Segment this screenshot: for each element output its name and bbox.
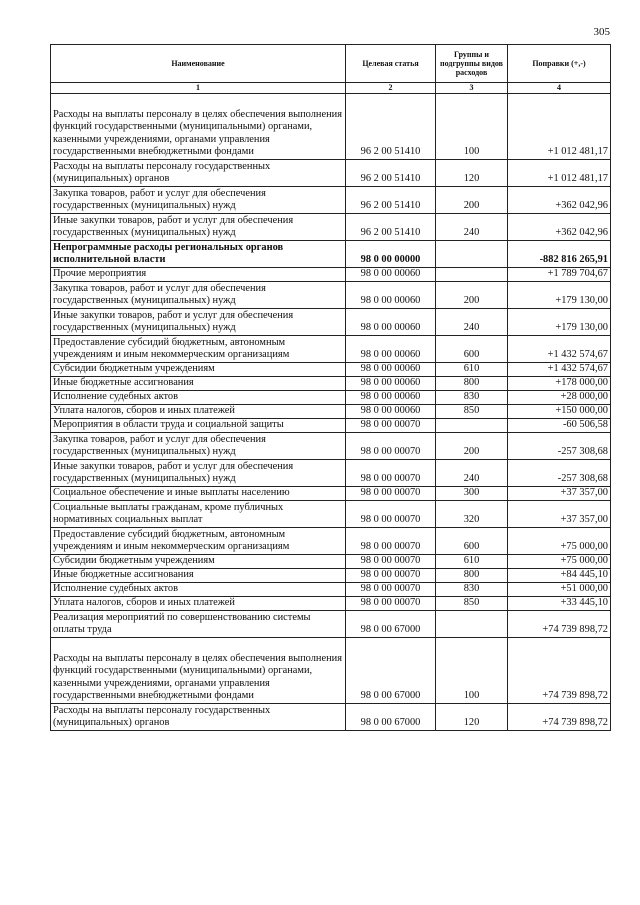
row-expense-group: 120 <box>436 704 508 731</box>
table-row <box>51 501 611 528</box>
row-target-article: 98 0 00 00070 <box>346 501 436 528</box>
table-row <box>51 309 611 336</box>
row-amendment: +74 739 898,72 <box>508 638 611 704</box>
row-amendment: +74 739 898,72 <box>508 704 611 731</box>
row-amendment: +1 432 574,67 <box>508 336 611 363</box>
row-target-article: 98 0 00 00060 <box>346 391 436 405</box>
row-target-article: 98 0 00 00000 <box>346 241 436 268</box>
row-target-article: 96 2 00 51410 <box>346 160 436 187</box>
row-amendment: -257 308,68 <box>508 433 611 460</box>
table-row <box>51 405 611 419</box>
column-number: 3 <box>436 83 508 94</box>
row-amendment: +75 000,00 <box>508 555 611 569</box>
row-expense-group: 800 <box>436 569 508 583</box>
row-amendment: +37 357,00 <box>508 501 611 528</box>
table-row <box>51 555 611 569</box>
row-name: Иные закупки товаров, работ и услуг для обеспечения государственных (муниципальных) нужд <box>51 460 346 487</box>
row-target-article: 98 0 00 00070 <box>346 555 436 569</box>
row-expense-group: 610 <box>436 555 508 569</box>
table-row <box>51 391 611 405</box>
row-expense-group: 610 <box>436 363 508 377</box>
row-name: Субсидии бюджетным учреждениям <box>51 555 346 569</box>
header-amendments: Поправки (+,-) <box>508 45 611 83</box>
row-name: Исполнение судебных актов <box>51 583 346 597</box>
table-row <box>51 433 611 460</box>
table-row <box>51 214 611 241</box>
column-number: 4 <box>508 83 611 94</box>
table-row <box>51 704 611 731</box>
row-name: Исполнение судебных актов <box>51 391 346 405</box>
row-target-article: 98 0 00 00070 <box>346 569 436 583</box>
table-row <box>51 611 611 638</box>
row-expense-group: 830 <box>436 391 508 405</box>
row-target-article: 98 0 00 00070 <box>346 433 436 460</box>
header-target-article: Целевая статья <box>346 45 436 83</box>
row-amendment: +51 000,00 <box>508 583 611 597</box>
header-name: Наименование <box>51 45 346 83</box>
row-target-article: 98 0 00 00060 <box>346 336 436 363</box>
row-name: Субсидии бюджетным учреждениям <box>51 363 346 377</box>
row-name: Иные закупки товаров, работ и услуг для обеспечения государственных (муниципальных) нужд <box>51 309 346 336</box>
row-expense-group: 830 <box>436 583 508 597</box>
table-header-row <box>51 45 611 83</box>
row-amendment: -257 308,68 <box>508 460 611 487</box>
row-target-article: 98 0 00 67000 <box>346 704 436 731</box>
row-amendment: +1 432 574,67 <box>508 363 611 377</box>
row-name: Прочие мероприятия <box>51 268 346 282</box>
row-amendment: +1 012 481,17 <box>508 160 611 187</box>
row-target-article: 98 0 00 67000 <box>346 611 436 638</box>
row-expense-group: 100 <box>436 94 508 160</box>
row-target-article: 96 2 00 51410 <box>346 214 436 241</box>
row-target-article: 98 0 00 00070 <box>346 487 436 501</box>
row-amendment: +74 739 898,72 <box>508 611 611 638</box>
row-target-article: 98 0 00 00060 <box>346 309 436 336</box>
column-number: 1 <box>51 83 346 94</box>
row-amendment: +179 130,00 <box>508 309 611 336</box>
row-amendment: +178 000,00 <box>508 377 611 391</box>
column-number-row <box>51 83 611 94</box>
table-row <box>51 419 611 433</box>
table-row <box>51 268 611 282</box>
row-amendment: +33 445,10 <box>508 597 611 611</box>
row-expense-group: 320 <box>436 501 508 528</box>
row-expense-group: 600 <box>436 528 508 555</box>
table-row <box>51 528 611 555</box>
table-row <box>51 282 611 309</box>
row-expense-group: 120 <box>436 160 508 187</box>
row-expense-group: 200 <box>436 433 508 460</box>
table-row <box>51 363 611 377</box>
row-target-article: 98 0 00 00060 <box>346 282 436 309</box>
row-name: Расходы на выплаты персоналу в целях обеспечения выполнения функций государственными (муниципальными) органами, казенными учреждениями, органами управления государственными внебюджетными фондами <box>51 94 346 160</box>
row-amendment: +1 789 704,67 <box>508 268 611 282</box>
table-row <box>51 336 611 363</box>
row-amendment: +1 012 481,17 <box>508 94 611 160</box>
row-expense-group: 100 <box>436 638 508 704</box>
row-name: Закупка товаров, работ и услуг для обеспечения государственных (муниципальных) нужд <box>51 282 346 309</box>
row-target-article: 96 2 00 51410 <box>346 94 436 160</box>
row-name: Иные бюджетные ассигнования <box>51 377 346 391</box>
row-name: Реализация мероприятий по совершенствованию системы оплаты труда <box>51 611 346 638</box>
table-row <box>51 187 611 214</box>
row-expense-group <box>436 241 508 268</box>
table-row <box>51 241 611 268</box>
row-target-article: 98 0 00 00060 <box>346 377 436 391</box>
row-target-article: 98 0 00 00070 <box>346 419 436 433</box>
row-amendment: +362 042,96 <box>508 187 611 214</box>
row-amendment: +37 357,00 <box>508 487 611 501</box>
table-row <box>51 160 611 187</box>
row-name: Закупка товаров, работ и услуг для обеспечения государственных (муниципальных) нужд <box>51 187 346 214</box>
table-row <box>51 377 611 391</box>
table-row <box>51 460 611 487</box>
row-name: Расходы на выплаты персоналу государственных (муниципальных) органов <box>51 160 346 187</box>
row-amendment: +179 130,00 <box>508 282 611 309</box>
row-name: Предоставление субсидий бюджетным, автономным учреждениям и иным некоммерческим организациям <box>51 336 346 363</box>
table-row <box>51 569 611 583</box>
row-name: Иные закупки товаров, работ и услуг для обеспечения государственных (муниципальных) нужд <box>51 214 346 241</box>
row-name: Иные бюджетные ассигнования <box>51 569 346 583</box>
row-expense-group: 200 <box>436 187 508 214</box>
row-target-article: 98 0 00 00060 <box>346 405 436 419</box>
table-row <box>51 583 611 597</box>
table-row <box>51 487 611 501</box>
row-target-article: 98 0 00 67000 <box>346 638 436 704</box>
row-expense-group: 600 <box>436 336 508 363</box>
row-name: Закупка товаров, работ и услуг для обеспечения государственных (муниципальных) нужд <box>51 433 346 460</box>
row-expense-group <box>436 611 508 638</box>
row-name: Предоставление субсидий бюджетным, автономным учреждениям и иным некоммерческим организациям <box>51 528 346 555</box>
row-name: Непрограммные расходы региональных органов исполнительной власти <box>51 241 346 268</box>
row-expense-group: 850 <box>436 597 508 611</box>
row-target-article: 98 0 00 00060 <box>346 268 436 282</box>
budget-amendments-table <box>50 44 611 731</box>
row-name: Мероприятия в области труда и социальной защиты <box>51 419 346 433</box>
row-target-article: 98 0 00 00060 <box>346 363 436 377</box>
row-amendment: +362 042,96 <box>508 214 611 241</box>
row-expense-group <box>436 268 508 282</box>
row-expense-group: 850 <box>436 405 508 419</box>
row-amendment: +28 000,00 <box>508 391 611 405</box>
row-expense-group <box>436 419 508 433</box>
row-name: Расходы на выплаты персоналу в целях обеспечения выполнения функций государственными (муниципальными) органами, казенными учреждениями, органами управления государственными внебюджетными фондами <box>51 638 346 704</box>
row-target-article: 98 0 00 00070 <box>346 597 436 611</box>
row-expense-group: 800 <box>436 377 508 391</box>
row-amendment: +150 000,00 <box>508 405 611 419</box>
column-number: 2 <box>346 83 436 94</box>
row-amendment: -882 816 265,91 <box>508 241 611 268</box>
row-name: Уплата налогов, сборов и иных платежей <box>51 597 346 611</box>
table-row <box>51 597 611 611</box>
table-row <box>51 638 611 704</box>
row-expense-group: 200 <box>436 282 508 309</box>
row-name: Социальное обеспечение и иные выплаты населению <box>51 487 346 501</box>
table-row <box>51 94 611 160</box>
row-expense-group: 240 <box>436 309 508 336</box>
page-number: 305 <box>593 26 610 38</box>
header-expense-groups: Группы и подгруппы видов расходов <box>436 45 508 83</box>
row-amendment: +75 000,00 <box>508 528 611 555</box>
row-name: Социальные выплаты гражданам, кроме публичных нормативных социальных выплат <box>51 501 346 528</box>
row-name: Уплата налогов, сборов и иных платежей <box>51 405 346 419</box>
row-expense-group: 300 <box>436 487 508 501</box>
row-target-article: 98 0 00 00070 <box>346 583 436 597</box>
row-expense-group: 240 <box>436 460 508 487</box>
row-target-article: 98 0 00 00070 <box>346 528 436 555</box>
row-expense-group: 240 <box>436 214 508 241</box>
row-amendment: +84 445,10 <box>508 569 611 583</box>
row-amendment: -60 506,58 <box>508 419 611 433</box>
row-target-article: 96 2 00 51410 <box>346 187 436 214</box>
row-target-article: 98 0 00 00070 <box>346 460 436 487</box>
row-name: Расходы на выплаты персоналу государственных (муниципальных) органов <box>51 704 346 731</box>
